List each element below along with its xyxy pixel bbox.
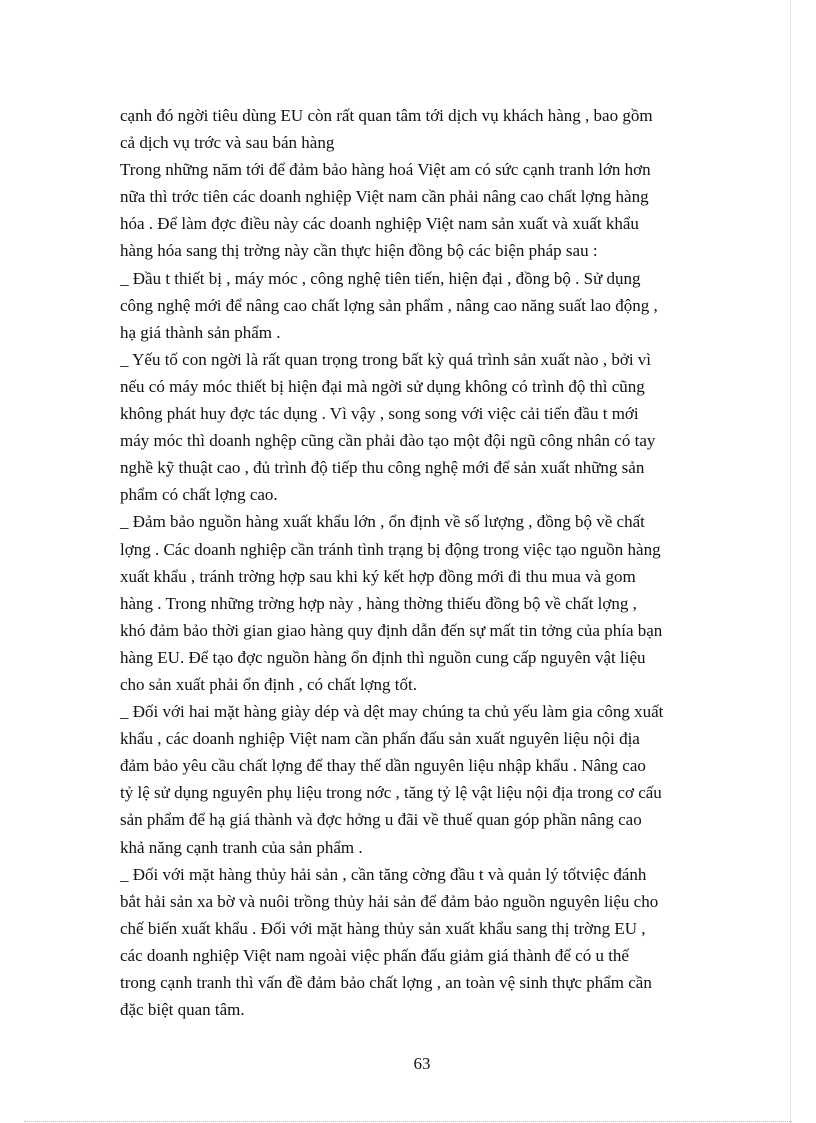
text-line: hóa . Để làm đợc điều này các doanh nghiệp Việt nam sản xuất và xuất khẩu: [120, 214, 639, 234]
text-line: các doanh nghiệp Việt nam ngoài việc phấn đấu giảm giá thành để có u thế: [120, 945, 629, 965]
text-line: đảm bảo yêu cầu chất lợng để thay thế dần nguyên liệu nhập khẩu . Nâng cao: [120, 756, 646, 776]
text-line: _ Đầu t thiết bị , máy móc , công nghệ tiên tiến, hiện đại , đồng bộ . Sử dụng: [120, 268, 641, 288]
text-line: _ Đối với mặt hàng thủy hải sản , cần tăng cờng đầu t và quản lý tốtviệc đánh: [120, 864, 647, 884]
text-line: công nghệ mới để nâng cao chất lợng sản phẩm , nâng cao năng suất lao động ,: [120, 295, 658, 315]
text-line: cả dịch vụ trớc và sau bán hàng: [120, 133, 335, 153]
text-line: chế biến xuất khẩu . Đối với mặt hàng thủy sản xuất khẩu sang thị trờng EU ,: [120, 918, 646, 938]
text-line: Trong những năm tới để đảm bảo hàng hoá Việt am có sức cạnh tranh lớn hơn: [120, 160, 651, 180]
text-line: nữa thì trớc tiên các doanh nghiệp Việt nam cần phải nâng cao chất lợng hàng: [120, 187, 649, 207]
text-line: trong cạnh tranh thì vấn đề đảm bảo chất lợng , an toàn vệ sinh thực phẩm cần: [120, 973, 652, 992]
page-number: 63: [413, 1054, 431, 1073]
text-line: cho sản xuất phải ổn định , có chất lợng tốt.: [120, 674, 417, 694]
text-line: hàng . Trong những trờng hợp này , hàng thờng thiếu đồng bộ về chất lợng ,: [120, 593, 637, 613]
text-line: khó đảm bảo thời gian giao hàng quy định dẫn đến sự mất tin tởng của phía bạn: [120, 620, 663, 640]
text-line: khả năng cạnh tranh của sản phẩm .: [120, 837, 363, 857]
page-bottom-border: [24, 1121, 792, 1122]
text-line: nghề kỹ thuật cao , đủ trình độ tiếp thu công nghệ mới để sản xuất những sản: [120, 458, 645, 478]
page-right-border: [790, 0, 791, 1123]
text-line: hàng EU. Để tạo đợc nguồn hàng ổn định thì nguồn cung cấp nguyên vật liệu: [120, 647, 646, 667]
text-line: hàng hóa sang thị trờng này cần thực hiện đồng bộ các biện pháp sau :: [120, 241, 598, 261]
text-line: sản phẩm để hạ giá thành và đợc hởng u đãi về thuế quan góp phần nâng cao: [120, 810, 642, 830]
text-line: khẩu , các doanh nghiệp Việt nam cần phấn đấu sản xuất nguyên liệu nội địa: [120, 729, 640, 749]
text-line: tỷ lệ sử dụng nguyên phụ liệu trong nớc , tăng tỷ lệ vật liệu nội địa trong cơ cấu: [120, 783, 662, 803]
text-line: _ Đối với hai mặt hàng giày dép và dệt may chúng ta chủ yếu làm gia công xuất: [120, 702, 664, 722]
text-line: không phát huy đợc tác dụng . Vì vậy , song song với việc cải tiến đầu t mới: [120, 404, 639, 424]
text-line: xuất khẩu , tránh trờng hợp sau khi ký kết hợp đồng mới đi thu mua và gom: [120, 566, 636, 586]
text-line: máy móc thì doanh nghệp cũng cần phải đào tạo một đội ngũ công nhân có tay: [120, 431, 656, 451]
text-line: nếu có máy móc thiết bị hiện đại mà ngời sử dụng không có trình độ thì cũng: [120, 376, 645, 396]
body-text: [120, 102, 720, 1023]
text-line: _ Yếu tố con ngời là rất quan trọng trong bất kỳ quá trình sản xuất nào , bởi vì: [120, 349, 652, 369]
text-line: phẩm có chất lợng cao.: [120, 485, 278, 505]
text-line: hạ giá thành sản phẩm .: [120, 322, 281, 342]
text-line: lợng . Các doanh nghiệp cần tránh tình trạng bị động trong việc tạo nguồn hàng: [120, 539, 661, 559]
text-line: bắt hải sản xa bờ và nuôi trồng thủy hải sản để đảm bảo nguồn nguyên liệu cho: [120, 891, 659, 911]
text-line: _ Đảm bảo nguồn hàng xuất khẩu lớn , ổn định về số lượng , đồng bộ về chất: [120, 512, 645, 532]
text-line: cạnh đó ngời tiêu dùng EU còn rất quan tâm tới dịch vụ khách hàng , bao gồm: [120, 106, 653, 125]
text-line: đặc biệt quan tâm.: [120, 1000, 245, 1020]
